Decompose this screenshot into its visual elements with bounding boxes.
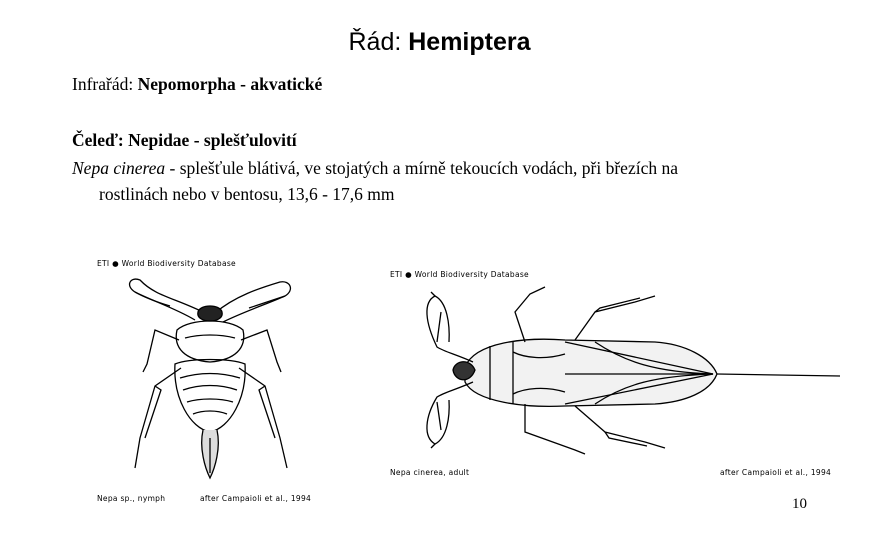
- adult-illustration: [395, 282, 845, 462]
- family-label: Čeleď:: [72, 130, 129, 150]
- infraorder-line: [72, 74, 322, 95]
- infraorder-value: Nepomorpha - akvatické: [137, 74, 323, 94]
- slide-title: [0, 28, 879, 57]
- title-order: Hemiptera: [408, 28, 531, 56]
- title-prefix: Řád:: [348, 28, 409, 56]
- species-line: [72, 158, 678, 179]
- left-figure-source: ETI ● World Biodiversity Database: [97, 259, 236, 268]
- family-value: Nepidae - splešťulovití: [128, 130, 297, 150]
- left-figure-caption: Nepa sp., nymph: [97, 494, 166, 503]
- right-figure-source: ETI ● World Biodiversity Database: [390, 270, 529, 279]
- right-figure-credit: after Campaioli et al., 1994: [720, 468, 832, 477]
- species-desc-continued: rostlinách nebo v bentosu, 13,6 - 17,6 mm: [99, 184, 395, 204]
- left-figure-credit: after Campaioli et al., 1994: [200, 494, 312, 503]
- right-figure-caption: Nepa cinerea, adult: [390, 468, 470, 477]
- page-number: 10: [792, 496, 807, 512]
- species-name: Nepa cinerea: [72, 158, 166, 178]
- nymph-illustration: [95, 268, 325, 493]
- infraorder-label: Infrařád:: [72, 74, 138, 94]
- species-desc: - splešťule blátivá, ve stojatých a mírně tekoucích vodách, při březích na: [165, 158, 678, 178]
- family-line: [72, 130, 297, 151]
